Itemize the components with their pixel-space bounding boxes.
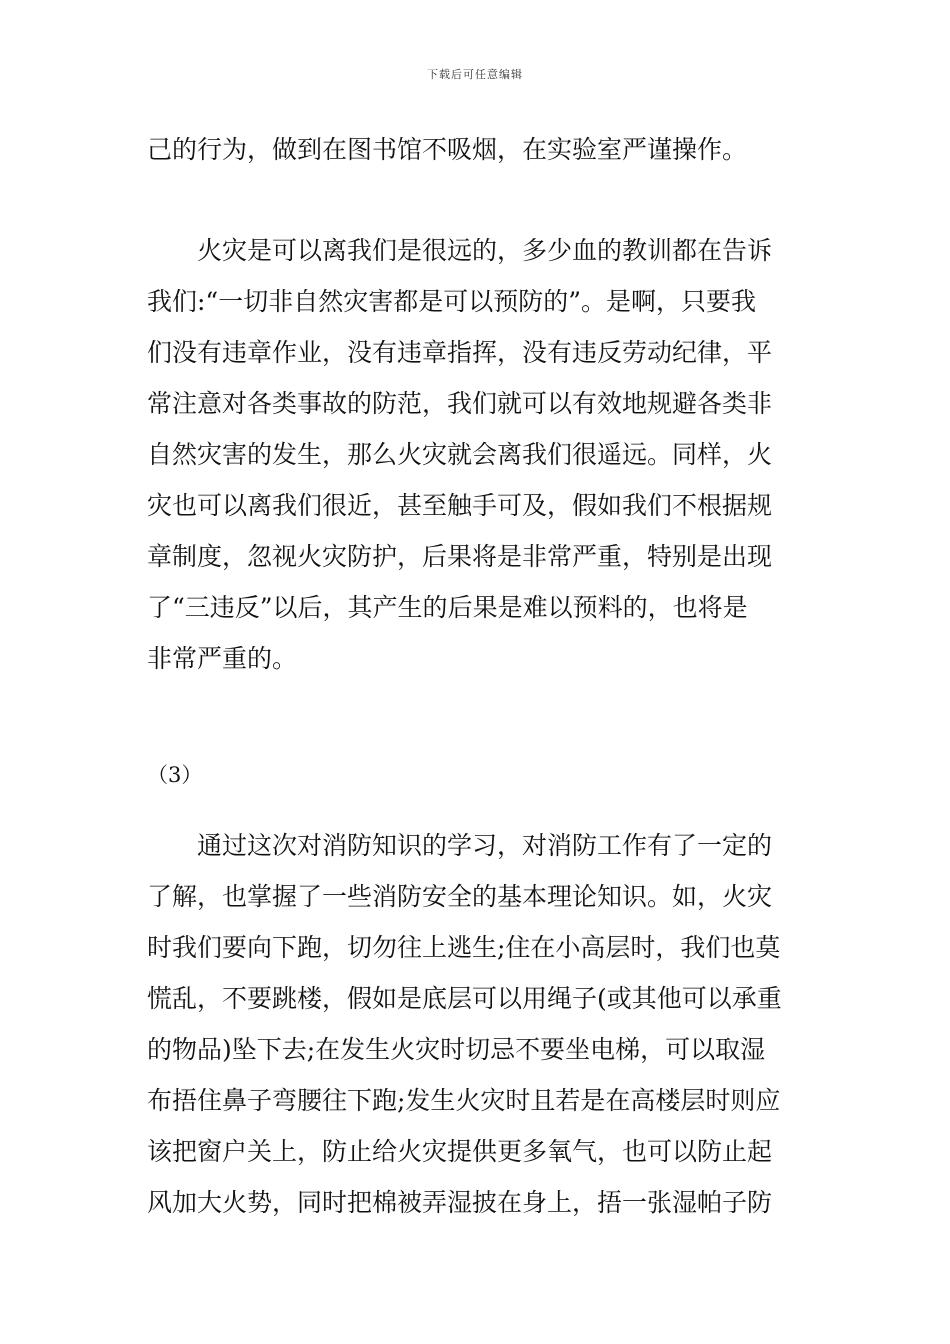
paragraph-line: 非常严重的。: [147, 644, 298, 673]
paragraph-line: 了“三违反”以后，其产生的后果是难以预料的，也将是: [147, 593, 748, 622]
paragraph-line: 己的行为，做到在图书馆不吸烟，在实验室严谨操作。: [147, 135, 748, 164]
paragraph-line: 火灾是可以离我们是很远的，多少血的教训都在告诉: [197, 236, 773, 265]
paragraph-3: [147, 820, 807, 1228]
paragraph-line: 风加大火势，同时把棉被弄湿披在身上，捂一张湿帕子防: [147, 1188, 773, 1217]
paragraph-line: 时我们要向下跑，切勿往上逃生;住在小高层时，我们也莫: [147, 933, 781, 962]
paragraph-line: 了解，也掌握了一些消防安全的基本理论知识。如，火灾: [147, 882, 773, 911]
paragraph-line: 自然灾害的发生，那么火灾就会离我们很遥远。同样，火: [147, 440, 773, 469]
paragraph-line: 通过这次对消防知识的学习，对消防工作有了一定的: [197, 831, 773, 860]
paragraph-line: 的物品)坠下去;在发生火灾时切忌不要坐电梯，可以取湿: [147, 1035, 766, 1064]
paragraph-line: 慌乱，不要跳楼，假如是底层可以用绳子(或其他可以承重: [147, 984, 782, 1013]
paragraph-line: 布捂住鼻子弯腰往下跑;发生火灾时且若是在高楼层时则应: [147, 1086, 781, 1115]
paragraph-line: 该把窗户关上，防止给火灾提供更多氧气，也可以防止起: [147, 1137, 773, 1166]
page-header-note: 下载后可任意编辑: [427, 68, 523, 81]
section-label: （3）: [147, 763, 203, 787]
paragraph-line: 常注意对各类事故的防范，我们就可以有效地规避各类非: [147, 389, 773, 418]
paragraph-line: 我们:“一切非自然灾害都是可以预防的”。是啊，只要我: [147, 287, 756, 316]
paragraph-1: [147, 124, 807, 175]
paragraph-line: 章制度，忽视火灾防护，后果将是非常严重，特别是出现: [147, 542, 773, 571]
paragraph-2: [147, 225, 807, 684]
paragraph-line: 灾也可以离我们很近，甚至触手可及，假如我们不根据规: [147, 491, 773, 520]
paragraph-line: 们没有违章作业，没有违章指挥，没有违反劳动纪律，平: [147, 338, 773, 367]
